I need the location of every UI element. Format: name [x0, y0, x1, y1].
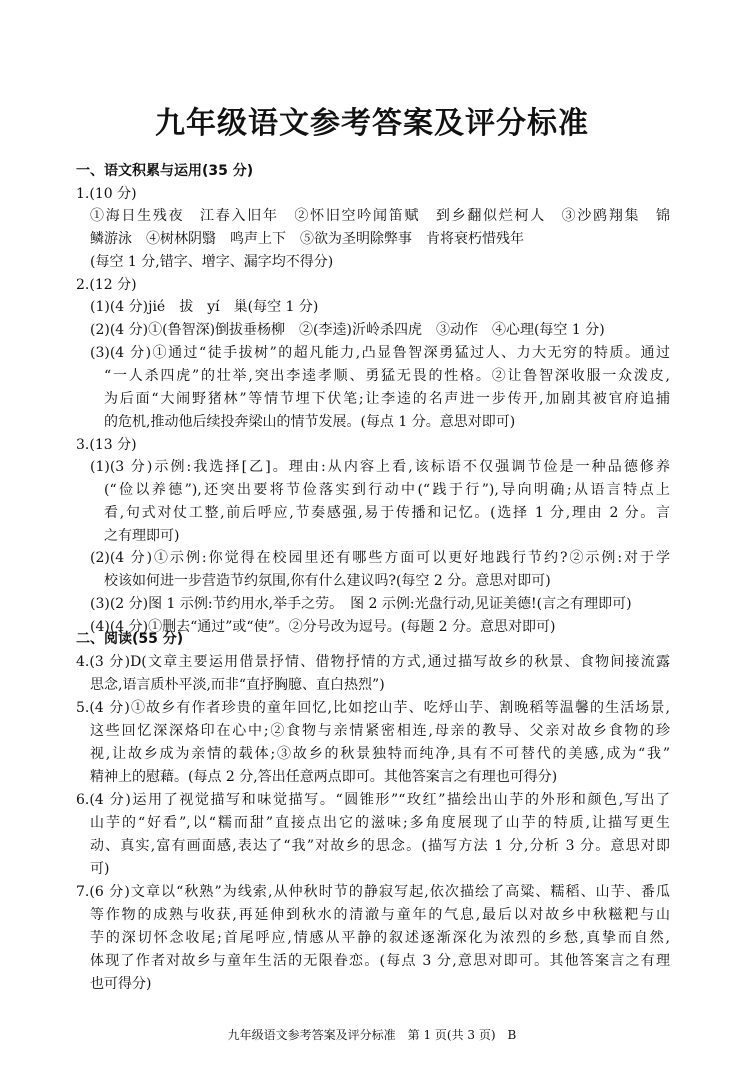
- answer-line: 看,句式对仗工整,前后呼应,节奏感强,易于传播和记忆。(选择 1 分,理由 2 分。言: [104, 505, 670, 521]
- answer-line: 可): [90, 861, 110, 877]
- answer-line: 6.(4 分)运用了视觉描写和味觉描写。“圆锥形”“玫红”描绘出山芋的外形和颜色,写出了: [76, 792, 670, 808]
- answer-line: 5.(4 分)①故乡有作者珍贵的童年回忆,比如挖山芋、吃烀山芋、割晚稻等温馨的生活场景,: [76, 700, 670, 716]
- answer-line: 视,让故乡成为亲情的载体;③故乡的秋景独特而纯净,具有不可替代的美感,成为“我”: [90, 746, 670, 762]
- answer-line: (3)(2 分)图 1 示例:节约用水,举手之劳。 图 2 示例:光盘行动,见证美德!(言之有理即可): [90, 596, 632, 612]
- answer-line: 思念,语言质朴平淡,而非“直抒胸臆、直白热烈”): [90, 677, 385, 693]
- answer-line: 为后面“大闹野猪林”等情节埋下伏笔;让李逵的名声进一步传开,加剧其被官府追捕: [104, 391, 670, 407]
- page-title: 九年级语文参考答案及评分标准: [155, 106, 589, 141]
- answer-line: “一人杀四虎”的壮举,突出李逵孝顺、勇猛无畏的性格。②让鲁智深收服一众泼皮,: [104, 368, 670, 384]
- answer-line: 等作物的成熟与收获,再延伸到秋水的清澈与童年的气息,最后以对故乡中秋糍粑与山: [90, 907, 670, 923]
- answer-line: 之有理即可): [104, 528, 180, 544]
- answer-line: ①海日生残夜 江春入旧年 ②怀旧空吟闻笛赋 到乡翻似烂柯人 ③沙鸥翔集 锦: [90, 208, 670, 224]
- answer-line: (2)(4 分)①示例:你觉得在校园里还有哪些方面可以更好地践行节约?②示例:对于学: [90, 550, 670, 566]
- page-footer: 九年级语文参考答案及评分标准 第 1 页(共 3 页) B: [227, 1028, 517, 1042]
- answer-line: 动、真实,富有画面感,表达了“我”对故乡的思念。(描写方法 1 分,分析 3 分。意思对即: [90, 838, 670, 854]
- section-heading-1: 一、语文积累与运用(35 分): [76, 163, 254, 179]
- answer-line: (1)(3 分)示例:我选择[乙]。理由:从内容上看,该标语不仅强调节俭是一种品德修养: [90, 459, 670, 475]
- answer-line: (4)(4 分)①删去“通过”或“使”。②分号改为逗号。(每题 2 分。意思对即可): [90, 619, 556, 635]
- answer-line: 的危机,推动他后续投奔梁山的情节发展。(每点 1 分。意思对即可): [104, 414, 516, 430]
- section-heading-2: 二、阅读(55 分): [76, 631, 184, 647]
- answer-line: (1)(4 分)jié 拔 yí 巢(每空 1 分): [90, 299, 319, 315]
- answer-line: 芋的深切怀念收尾;首尾呼应,情感从平静的叙述逐渐深化为浓烈的乡愁,真挚而自然,: [90, 930, 670, 946]
- answer-line: 2.(12 分): [76, 277, 137, 293]
- answer-line: (3)(4 分)①通过“徒手拔树”的超凡能力,凸显鲁智深勇猛过人、力大无穷的特质。通过: [90, 345, 670, 361]
- answer-line: 7.(6 分)文章以“秋熟”为线索,从仲秋时节的静寂写起,依次描绘了高粱、糯稻、山芋、番瓜: [76, 884, 670, 900]
- answer-line: 4.(3 分)D(文章主要运用借景抒情、借物抒情的方式,通过描写故乡的秋景、食物间接流露: [76, 654, 670, 670]
- answer-line: 3.(13 分): [76, 437, 137, 453]
- answer-line: 校该如何进一步营造节约氛围,你有什么建议吗?(每空 2 分。意思对即可): [104, 573, 551, 589]
- answer-line: (“俭以养德”),还突出要将节俭落实到行动中(“践于行”),导向明确;从语言特点上: [104, 482, 670, 498]
- answer-line: 这些回忆深深烙印在心中;②食物与亲情紧密相连,母亲的教导、父亲对故乡食物的珍: [90, 723, 670, 739]
- answer-line: 1.(10 分): [76, 186, 137, 202]
- answer-line: 体现了作者对故乡与童年生活的无限眷恋。(每点 3 分,意思对即可。其他答案言之有理: [90, 953, 670, 969]
- answer-line: (2)(4 分)①(鲁智深)倒拔垂杨柳 ②(李逵)沂岭杀四虎 ③动作 ④心理(每空 1 分): [90, 322, 605, 338]
- answer-line: 鳞游泳 ④树林阴翳 鸣声上下 ⑤欲为圣明除弊事 肯将衰朽惜残年: [90, 231, 524, 247]
- answer-line: 山芋的“好看”,以“糯而甜”直接点出它的滋味;多角度展现了山芋的特质,让描写更生: [90, 815, 670, 831]
- answer-line: 也可得分): [90, 976, 152, 992]
- answer-line: (每空 1 分,错字、增字、漏字均不得分): [90, 254, 334, 270]
- answer-line: 精神上的慰藉。(每点 2 分,答出任意两点即可。其他答案言之有理也可得分): [90, 769, 558, 785]
